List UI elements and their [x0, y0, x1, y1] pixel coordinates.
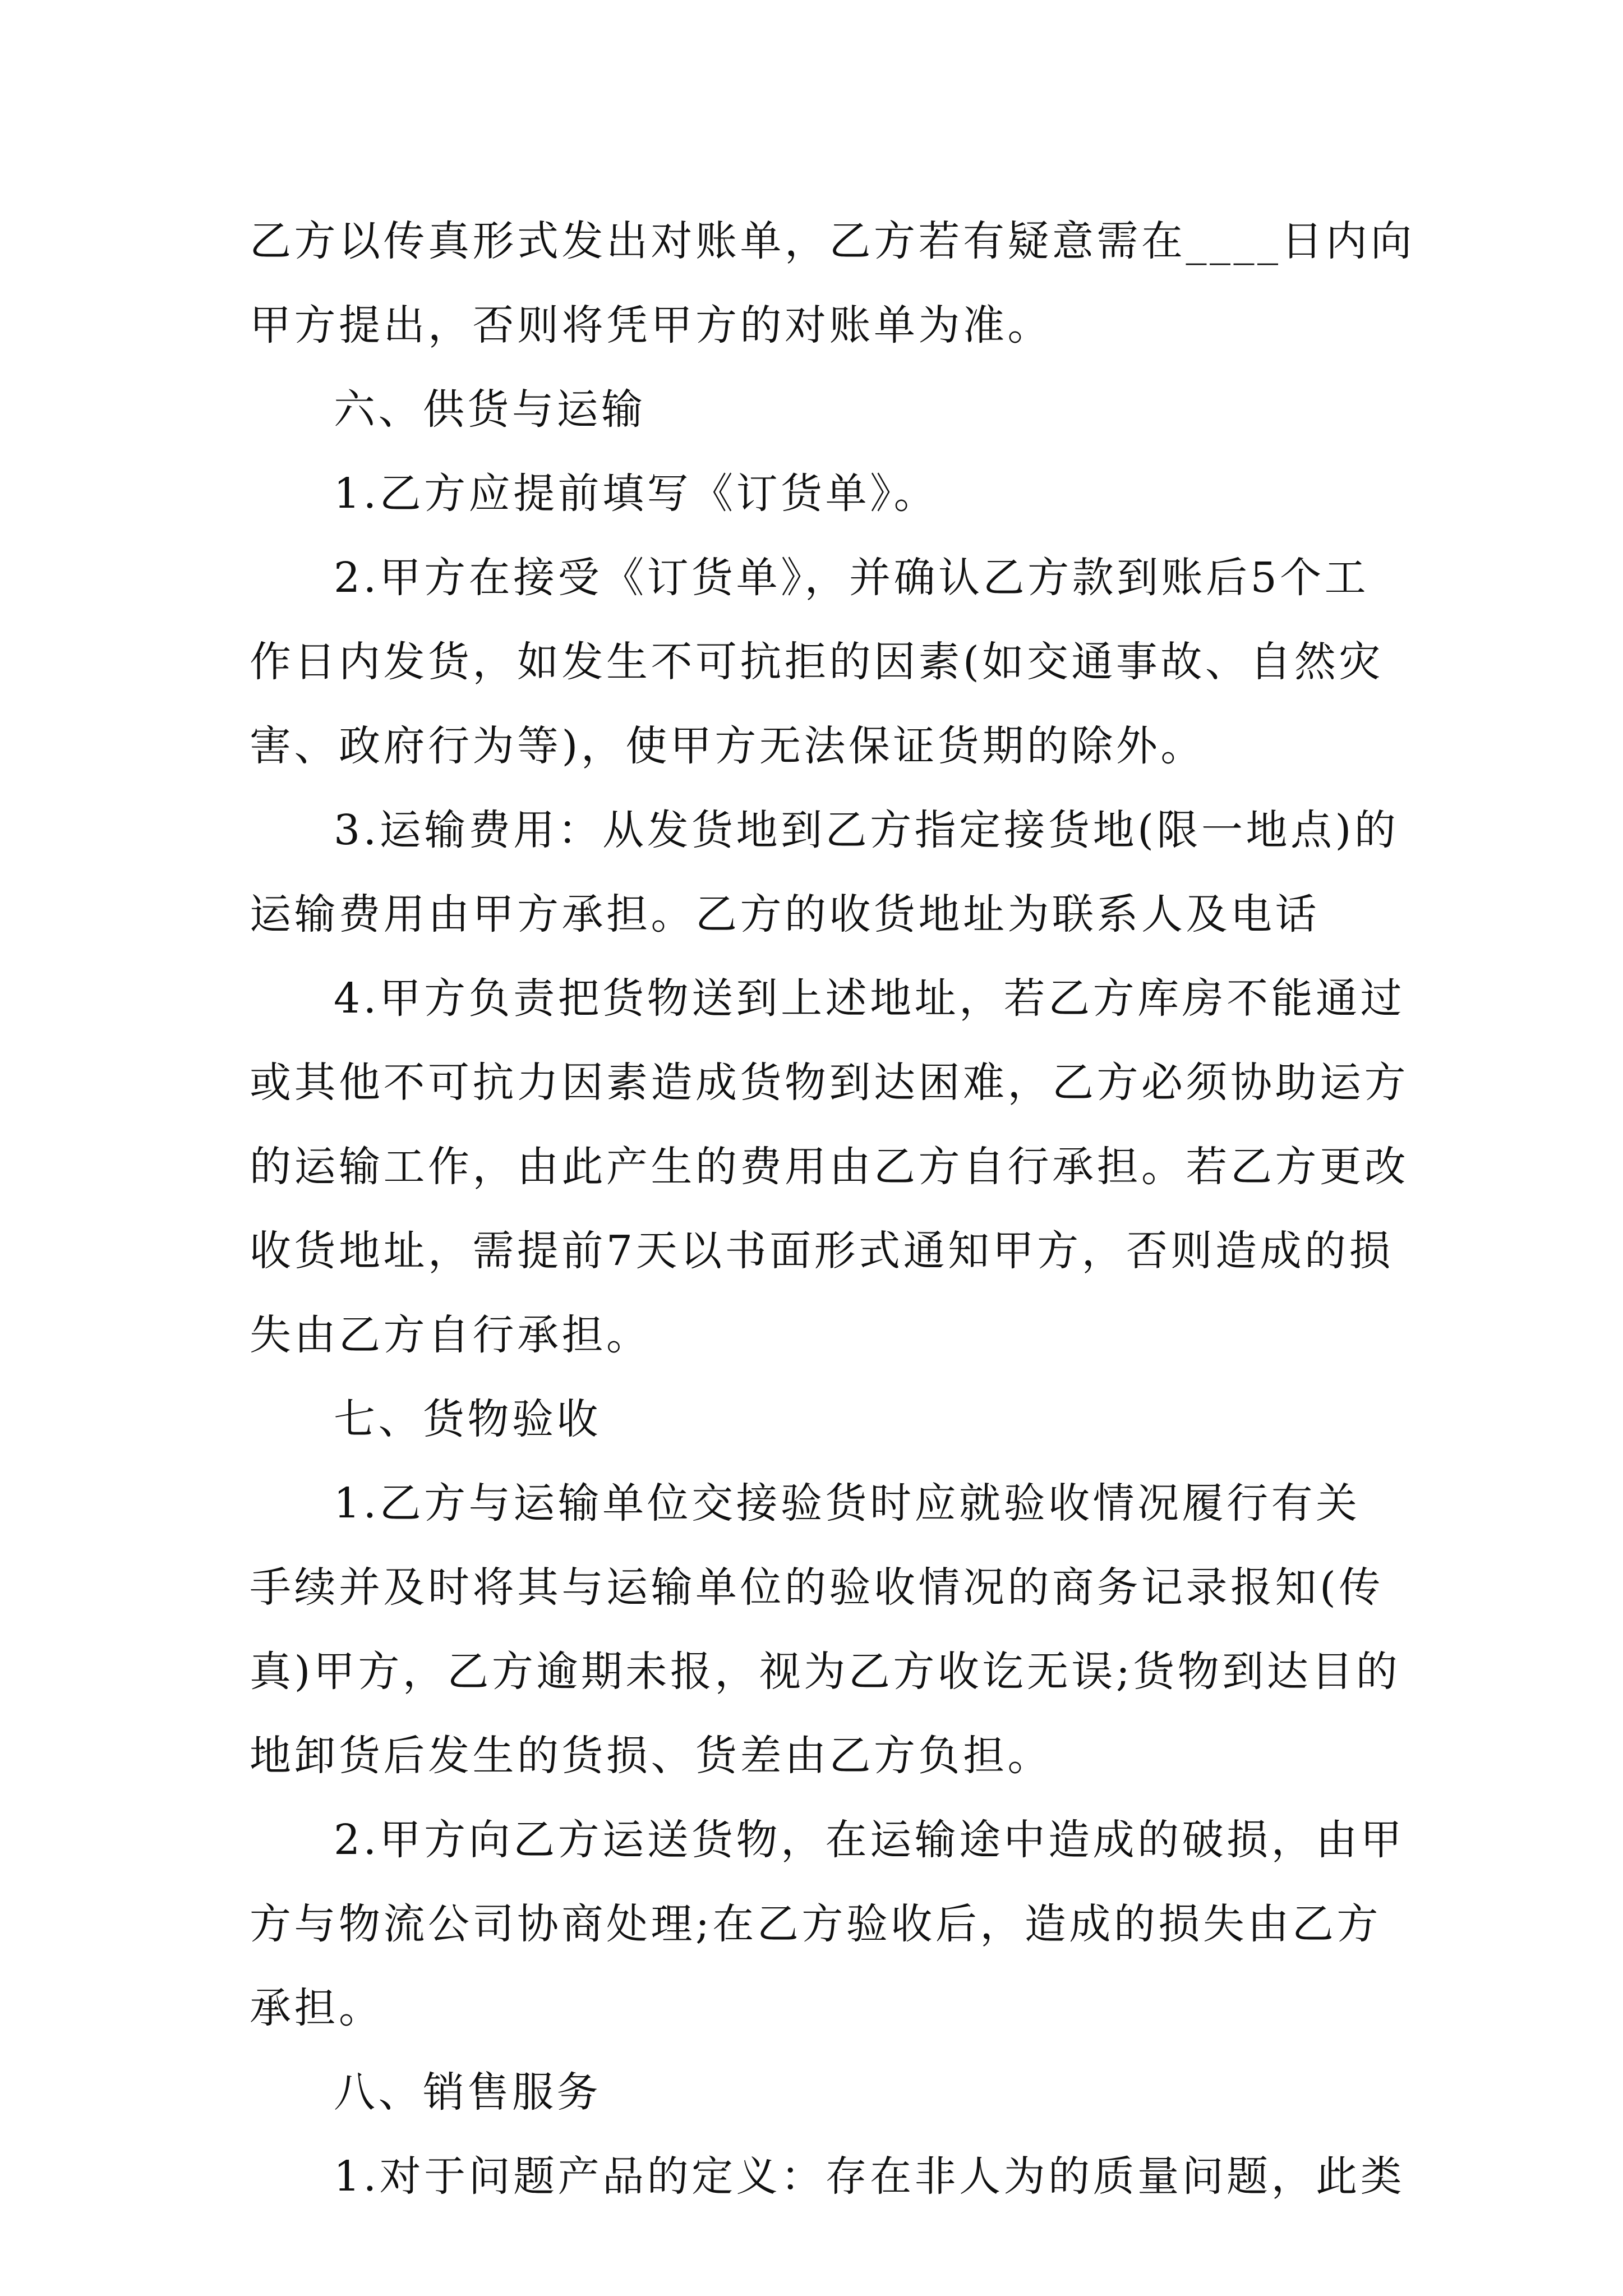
section-heading: 八、销售服务 [334, 2068, 601, 2116]
paragraph-line: 真)甲方，乙方逾期未报，视为乙方收讫无误;货物到达目的 [250, 1648, 1401, 1696]
paragraph-line: 的运输工作，由此产生的费用由乙方自行承担。若乙方更改 [250, 1143, 1409, 1191]
paragraph-line: 承担。 [250, 1984, 384, 2032]
paragraph-line: 地卸货后发生的货损、货差由乙方负担。 [250, 1732, 1052, 1780]
paragraph-line: 手续并及时将其与运输单位的验收情况的商务记录报知(传 [250, 1563, 1384, 1612]
section-heading: 六、供货与运输 [334, 385, 646, 434]
paragraph-line: 1.对于问题产品的定义：存在非人为的质量问题，此类 [334, 2152, 1405, 2201]
paragraph-line: 作日内发货，如发生不可抗拒的因素(如交通事故、自然灾 [250, 638, 1384, 686]
paragraph-line: 1.乙方应提前填写《订货单》。 [334, 470, 939, 518]
paragraph-line: 方与物流公司协商处理;在乙方验收后，造成的损失由乙方 [250, 1900, 1381, 1948]
paragraph-line: 乙方以传真形式发出对账单，乙方若有疑意需在____日内向 [250, 217, 1415, 265]
paragraph-line: 2.甲方在接受《订货单》，并确认乙方款到账后5个工 [334, 554, 1370, 602]
paragraph-line: 或其他不可抗力因素造成货物到达困难，乙方必须协助运方 [250, 1059, 1409, 1107]
paragraph-line: 收货地址，需提前7天以书面形式通知甲方，否则造成的损 [250, 1227, 1394, 1275]
paragraph-line: 3.运输费用：从发货地到乙方指定接货地(限一地点)的 [334, 806, 1399, 854]
paragraph-line: 甲方提出，否则将凭甲方的对账单为准。 [250, 301, 1052, 349]
paragraph-line: 1.乙方与运输单位交接验货时应就验收情况履行有关 [334, 1479, 1361, 1527]
paragraph-line: 运输费用由甲方承担。乙方的收货地址为联系人及电话 [250, 890, 1320, 938]
paragraph-line: 4.甲方负责把货物送到上述地址，若乙方库房不能通过 [334, 974, 1405, 1023]
paragraph-line: 失由乙方自行承担。 [250, 1311, 651, 1359]
paragraph-line: 2.甲方向乙方运送货物，在运输途中造成的破损，由甲 [334, 1816, 1405, 1864]
section-heading: 七、货物验收 [334, 1395, 601, 1443]
paragraph-line: 害、政府行为等)，使甲方无法保证货期的除外。 [250, 722, 1205, 770]
